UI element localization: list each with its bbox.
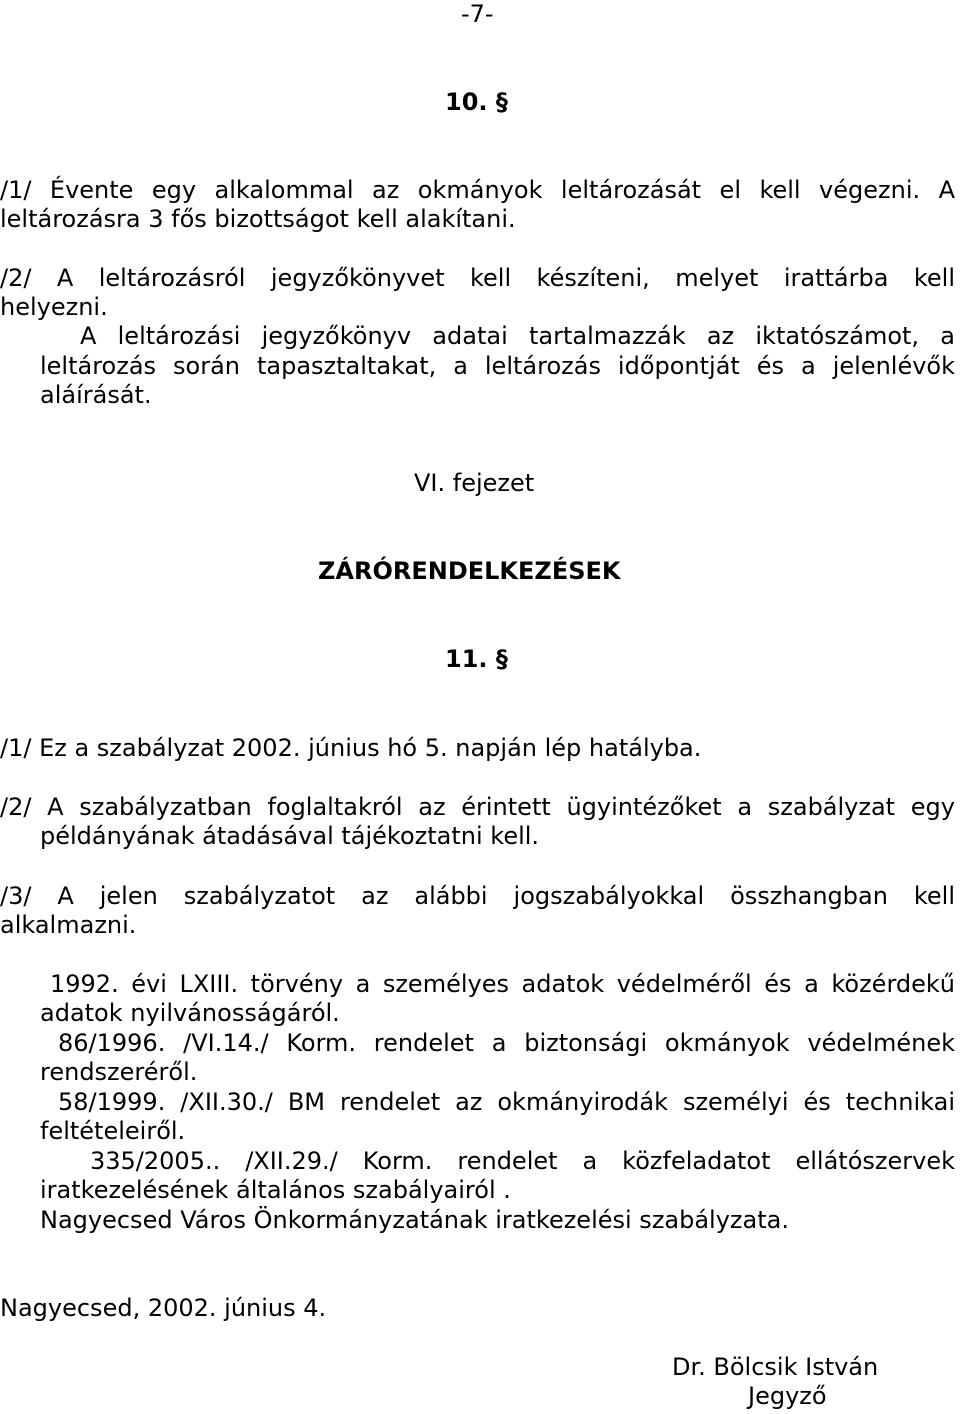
law-2-line1: 86/1996. /VI.14./ Korm. rendelet a biztonsági okmányok védelmének (58, 1029, 955, 1057)
signer-name: Dr. Bölcsik István (672, 1353, 879, 1381)
paragraph-11-1: /1/ Ez a szabályzat 2002. június hó 5. napján lép hatályba. (0, 734, 702, 762)
chapter-title: ZÁRÓRENDELKEZÉSEK (318, 557, 621, 585)
section-11-heading: 11. § (445, 645, 508, 673)
paragraph-10-3-line1: A leltározási jegyzőkönyv adatai tartalmazzák az iktatószámot, a (80, 322, 955, 350)
paragraph-11-3-line2: alkalmazni. (0, 911, 137, 939)
law-5: Nagyecsed Város Önkormányzatának iratkezelési szabályzata. (40, 1206, 789, 1234)
paragraph-10-2-line1: /2/ A leltározásról jegyzőkönyvet kell készíteni, melyet irattárba kell (0, 264, 955, 292)
paragraph-11-3-line1: /3/ A jelen szabályzatot az alábbi jogszabályokkal összhangban kell (0, 882, 955, 910)
law-3-line1: 58/1999. /XII.30./ BM rendelet az okmányirodák személyi és technikai (58, 1088, 955, 1116)
paragraph-10-3-line3: aláírását. (40, 381, 152, 409)
law-3-line2: feltételeiről. (40, 1117, 186, 1145)
signer-title: Jegyző (748, 1382, 827, 1410)
law-4-line1: 335/2005.. /XII.29./ Korm. rendelet a közfeladatot ellátószervek (90, 1147, 955, 1175)
paragraph-10-3-line2: leltározás során tapasztaltakat, a leltározás időpontját és a jelenlévők (40, 352, 955, 380)
law-4-line2: iratkezelésének általános szabályairól . (40, 1176, 511, 1204)
law-1-line2: adatok nyilvánosságáról. (40, 999, 340, 1027)
paragraph-10-1-line1: /1/ Évente egy alkalommal az okmányok leltározását el kell végezni. A (0, 176, 955, 204)
section-10-heading: 10. § (445, 88, 508, 116)
paragraph-10-1-line2: leltározásra 3 fős bizottságot kell alakítani. (0, 205, 516, 233)
law-1-line1: 1992. évi LXIII. törvény a személyes adatok védelméről és a közérdekű (50, 970, 955, 998)
page-number: -7- (461, 0, 494, 28)
chapter-label: VI. fejezet (414, 469, 535, 497)
law-2-line2: rendszeréről. (40, 1058, 198, 1086)
paragraph-11-2-line2: példányának átadásával tájékoztatni kell. (40, 822, 540, 850)
place-date: Nagyecsed, 2002. június 4. (0, 1294, 327, 1322)
paragraph-11-2-line1: /2/ A szabályzatban foglaltakról az érintett ügyintézőket a szabályzat egy (0, 793, 955, 821)
paragraph-10-2-line2: helyezni. (0, 293, 108, 321)
